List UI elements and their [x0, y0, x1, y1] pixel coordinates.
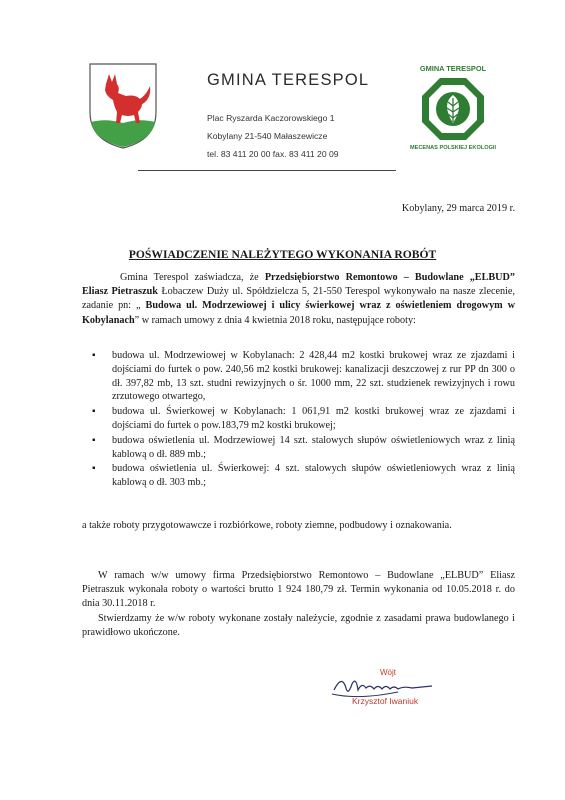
- list-item-text: budowa ul. Modrzewiowej w Kobylanach: 2 428,44 m2 kostki brukowej wraz ze zjazdami i dojściami do furtek o pow. 240,56 m2 kostki brukowej: kanalizacji deszczowej z rur PP dn 300 o dł. 397,82 mb, 13 szt. studni rewizyjnych o śr. 1000 mm, 22 szt. studzienek rewizyjnych i rowu zrzutowego otwartego,: [112, 350, 515, 403]
- letterhead-divider: [138, 170, 396, 171]
- works-list: [82, 349, 515, 491]
- company-name: Przedsiębiorstwo Remontowo – Budowlane „ELBUD” Eliasz Pietraszuk: [82, 272, 515, 298]
- signatory-name: Krzysztof Iwaniuk: [352, 696, 419, 706]
- intro-text-2: Łobaczew Duży ul. Spółdzielcza 5, 21-550 Terespol wykonywało na nasze zlecenie, zadanie pn: „: [82, 286, 516, 312]
- confirmation-text: Stwierdzamy że w/w roboty wykonane zostały należycie, zgodnie z zasadami prawa budowlanego i prawidłowo ukończone.: [82, 613, 515, 639]
- list-item: [82, 405, 515, 433]
- phone-line: tel. 83 411 20 00 fax. 83 411 20 09: [207, 149, 339, 159]
- confirmation-paragraph: [82, 612, 515, 640]
- address-line-1: Plac Ryszarda Kaczorowskiego 1: [207, 113, 335, 123]
- document-title: POŚWIADCZENIE NALEŻYTEGO WYKONANIA ROBÓT: [128, 248, 437, 261]
- intro-text-3: ” w ramach umowy z dnia 4 kwietnia 2018 roku, następujące roboty:: [134, 314, 416, 326]
- list-item-text: budowa oświetlenia ul. Modrzewiowej 14 szt. stalowych słupów oświetleniowych wraz z linią kablową o dł. 889 mb.;: [112, 434, 515, 460]
- letterhead-title: GMINA TERESPOL: [207, 71, 370, 89]
- bullet-icon: ▪: [92, 350, 96, 361]
- eco-badge-bottom-text: MECENAS POLSKIEJ EKOLOGII: [409, 145, 497, 151]
- list-item: [82, 434, 515, 462]
- intro-paragraph: [82, 271, 515, 328]
- list-item-text: budowa ul. Świerkowej w Kobylanach: 1 061,91 m2 kostki brukowej wraz ze zjazdami i dojściami do furtek o pow.183,79 m2 kostki brukowej;: [112, 406, 515, 431]
- contract-value-text: W ramach w/w umowy firma Przedsiębiorstwo Remontowo – Budowlane „ELBUD” Eliasz Pietraszuk wykonała roboty o wartości brutto 1 924 180,79 zł. Termin wykonania od 10.05.2018 r. do dnia 30.11.2018 r.: [82, 570, 515, 610]
- fox-coat-of-arms-icon: [86, 60, 160, 150]
- closing-line: a także roboty przygotowawcze i rozbiórkowe, roboty ziemne, podbudowy i oznakowania.: [82, 520, 452, 531]
- contract-value-paragraph: [82, 569, 515, 612]
- signature-role: Wójt: [380, 668, 396, 677]
- place-and-date: Kobylany, 29 marca 2019 r.: [401, 203, 515, 214]
- list-item-text: budowa oświetlenia ul. Świerkowej: 4 szt. stalowych słupów oświetleniowych wraz z linią kablową o dł. 303 mb.;: [112, 463, 515, 489]
- eco-badge-top-text: GMINA TERESPOL: [419, 64, 487, 73]
- task-name: Budowa ul. Modrzewiowej i ulicy świerkowej wraz z oświetleniem drogowym w Kobylanach: [82, 300, 515, 326]
- list-item: [82, 349, 515, 404]
- list-item: [82, 462, 515, 490]
- leaf-octagon-icon: [420, 76, 486, 142]
- address-line-2: Kobylany 21-540 Małaszewicze: [207, 131, 328, 141]
- bullet-icon: ▪: [92, 463, 96, 475]
- bullet-icon: ▪: [92, 434, 96, 446]
- intro-text-1: Gmina Terespol zaświadcza, że: [120, 272, 265, 283]
- bullet-icon: ▪: [92, 406, 96, 418]
